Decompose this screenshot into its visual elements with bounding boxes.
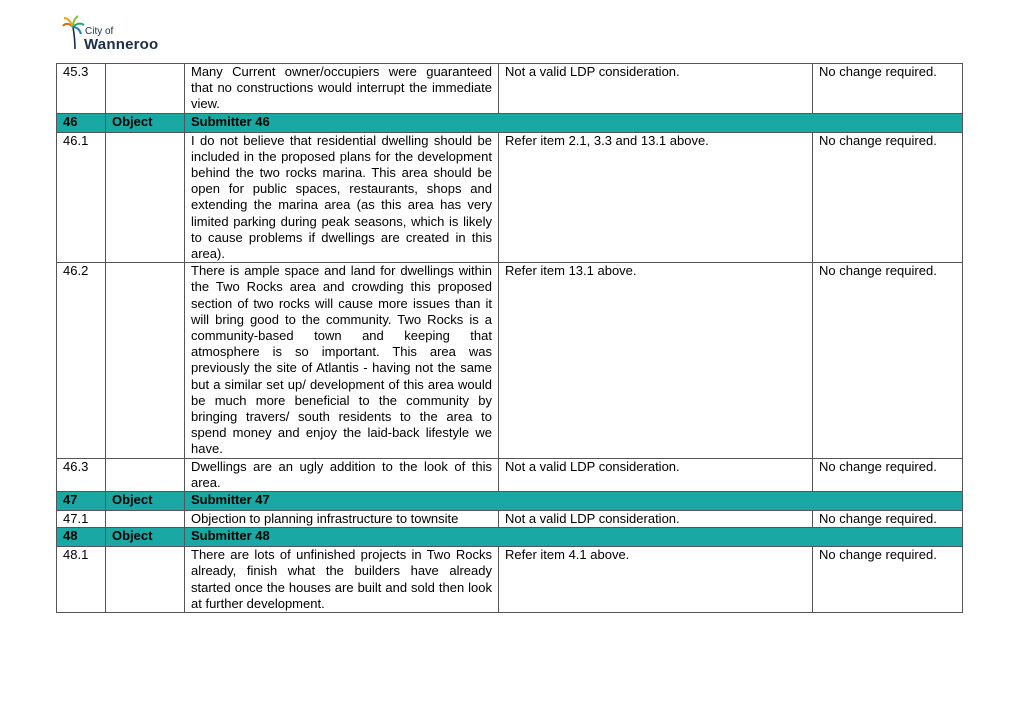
item-category <box>106 132 185 263</box>
submission-text: Dwellings are an ugly addition to the look of this area. <box>185 458 499 491</box>
outcome: No change required. <box>813 458 963 491</box>
outcome: No change required. <box>813 132 963 263</box>
submitter-title: Submitter 46 <box>185 113 963 132</box>
item-category <box>106 263 185 458</box>
submitter-header-row <box>57 528 963 547</box>
item-category <box>106 511 185 528</box>
table-row <box>57 64 963 114</box>
submission-text: I do not believe that residential dwelling should be included in the proposed plans for the development behind the two rocks marina. This area should be open for public spaces, restaurants, shops and extending the marina area (as this area has very limited parking during peak seasons, which is likely to cause problems if dwellings are created in this area). <box>185 132 499 263</box>
item-number: 46.2 <box>57 263 106 458</box>
administration-response: Not a valid LDP consideration. <box>499 64 813 114</box>
item-number: 46.3 <box>57 458 106 491</box>
submission-text: Objection to planning infrastructure to townsite <box>185 511 499 528</box>
submissions-table <box>56 63 963 613</box>
submitter-number: 46 <box>57 113 106 132</box>
outcome: No change required. <box>813 547 963 613</box>
submission-text: There is ample space and land for dwellings within the Two Rocks area and crowding this proposed section of two rocks will cause more issues than it will bring good to the community. Two Rocks is a community-based town and keeping that atmosphere is so important. This area was previously the site of Atlantis - having not the same but a similar set up/ development of this area would be much more beneficial to the community by bringing travers/ south residents to the area to spend money and enjoy the laid-back lifestyle we have. <box>185 263 499 458</box>
table-row <box>57 511 963 528</box>
item-number: 46.1 <box>57 132 106 263</box>
logo-wanneroo-text: Wanneroo <box>84 36 159 53</box>
administration-response: Refer item 2.1, 3.3 and 13.1 above. <box>499 132 813 263</box>
submitter-position: Object <box>106 113 185 132</box>
administration-response: Not a valid LDP consideration. <box>499 511 813 528</box>
submission-text: There are lots of unfinished projects in Two Rocks already, finish what the builders have already started once the houses are built and sold then look at further development. <box>185 547 499 613</box>
item-number: 48.1 <box>57 547 106 613</box>
administration-response: Refer item 4.1 above. <box>499 547 813 613</box>
submitter-title: Submitter 48 <box>185 528 963 547</box>
item-number: 47.1 <box>57 511 106 528</box>
submitter-number: 48 <box>57 528 106 547</box>
outcome: No change required. <box>813 64 963 114</box>
submitter-header-row <box>57 492 963 511</box>
administration-response: Not a valid LDP consideration. <box>499 458 813 491</box>
outcome: No change required. <box>813 263 963 458</box>
logo-city-of-text: City of <box>85 26 114 37</box>
submitter-title: Submitter 47 <box>185 492 963 511</box>
table-row <box>57 547 963 613</box>
submitter-header-row <box>57 113 963 132</box>
submitter-position: Object <box>106 528 185 547</box>
city-of-wanneroo-logo <box>62 15 172 55</box>
administration-response: Refer item 13.1 above. <box>499 263 813 458</box>
item-category <box>106 458 185 491</box>
item-number: 45.3 <box>57 64 106 114</box>
table-row <box>57 132 963 263</box>
submitter-position: Object <box>106 492 185 511</box>
table-row <box>57 263 963 458</box>
item-category <box>106 547 185 613</box>
submitter-number: 47 <box>57 492 106 511</box>
outcome: No change required. <box>813 511 963 528</box>
submission-text: Many Current owner/occupiers were guaranteed that no constructions would interrupt the immediate view. <box>185 64 499 114</box>
table-row <box>57 458 963 491</box>
item-category <box>106 64 185 114</box>
